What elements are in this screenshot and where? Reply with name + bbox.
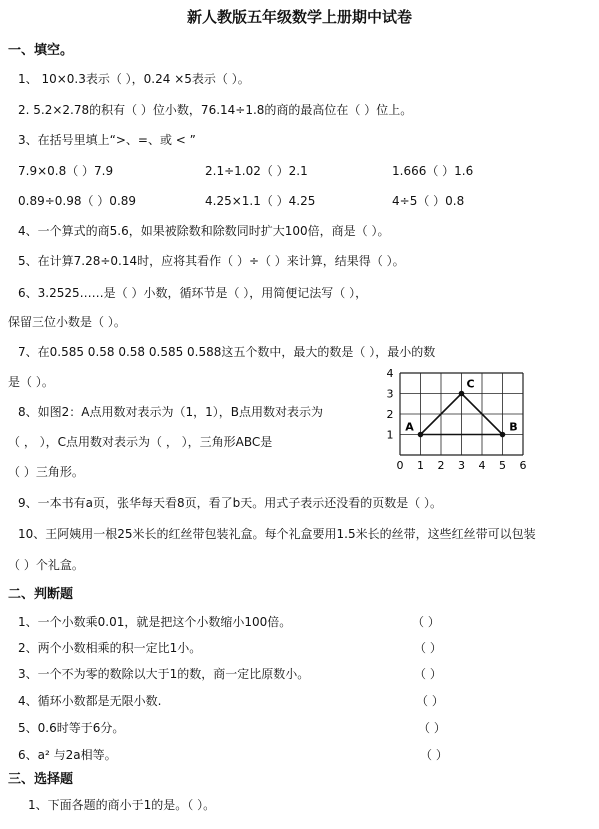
judge-q3-answer-box: （ ） (414, 667, 442, 681)
fill-q3-r2-c3: 4÷5（ ）0.8 (392, 194, 465, 208)
x-tick-label: 6 (519, 459, 527, 472)
point-label-b: B (509, 420, 518, 434)
y-tick-label: 4 (386, 368, 394, 380)
section-judge-heading: 二、判断题 (8, 587, 74, 602)
judge-q5: 5、0.6时等于6分。 (18, 721, 125, 735)
fill-q5: 5、在计算7.28÷0.14时，应将其看作（ ）÷（ ）来计算，结果得（ ）。 (18, 254, 405, 268)
x-tick-label: 1 (417, 459, 424, 472)
coordinate-grid-figure (380, 368, 530, 476)
judge-q1-answer-box: （ ） (412, 615, 440, 629)
fill-q3-r2-c1: 0.89÷0.98（ ）0.89 (18, 194, 137, 208)
section-fill-heading: 一、填空。 (8, 43, 74, 58)
judge-q4-answer-box: （ ） (416, 694, 444, 708)
judge-q2: 2、两个小数相乘的积一定比1小。 (18, 641, 202, 655)
y-tick-label: 3 (386, 387, 394, 401)
judge-q6: 6、a² 与2a相等。 (18, 748, 117, 762)
y-tick-label: 2 (386, 408, 394, 421)
point-label-c: C (466, 377, 475, 391)
point-c (459, 391, 465, 397)
fill-q8c: （ ）三角形。 (8, 465, 84, 479)
fill-q7b: 是（ ）。 (8, 375, 54, 389)
x-tick-label: 0 (396, 459, 404, 472)
fill-q2: 2. 5.2×2.78的积有（ ）位小数，76.14÷1.8的商的最高位在（ ）位上。 (18, 103, 413, 117)
fill-q3-r1-c3: 1.666（ ）1.6̇ (392, 164, 474, 178)
point-a (418, 432, 424, 438)
fill-q9: 9、一本书有a页，张华每天看8页，看了b天。用式子表示还没看的页数是（ ）。 (18, 496, 443, 510)
fill-q4: 4、一个算式的商5.6，如果被除数和除数同时扩大100倍，商是（ ）。 (18, 224, 390, 238)
x-tick-label: 5 (499, 459, 506, 472)
x-tick-label: 3 (458, 459, 465, 472)
page-title: 新人教版五年级数学上册期中试卷 (186, 8, 412, 26)
x-tick-label: 2 (437, 459, 445, 472)
fill-q6a: 6、3.2525……是（ ）小数，循环节是（ ），用简便记法写（ ）， (18, 286, 368, 300)
fill-q3-r1-c1: 7.9×0.8（ ）7.9 (18, 164, 114, 178)
section-choice-heading: 三、选择题 (8, 772, 74, 787)
choice-q1: 1、下面各题的商小于1的是。（ ）。 (28, 798, 216, 812)
judge-q1: 1、一个小数乘0.01，就是把这个小数缩小100倍。 (18, 615, 292, 629)
fill-q3-r2-c2: 4.25×1.1（ ）4.25 (205, 194, 316, 208)
fill-q10b: （ ）个礼盒。 (8, 558, 84, 572)
fill-q3-r1-c2: 2.1÷1.02（ ）2.1 (205, 164, 308, 178)
judge-q5-answer-box: （ ） (418, 721, 446, 735)
point-b (500, 432, 506, 438)
judge-q2-answer-box: （ ） (414, 641, 442, 655)
fill-q7a: 7、在0.585 0.58 0.58̇ 0.585̇ 0.588这五个数中，最大的数是（ ），最小的数 (18, 345, 436, 359)
fill-q8a: 8、如图2：A点用数对表示为（1，1），B点用数对表示为 (18, 405, 323, 419)
fill-q6b: 保留三位小数是（ ）。 (8, 315, 126, 329)
judge-q3: 3、一个不为零的数除以大于1的数，商一定比原数小。 (18, 667, 310, 681)
fill-q8b: （ ， ），C点用数对表示为（ ， ），三角形ABC是 (8, 435, 273, 449)
point-label-a: A (405, 420, 414, 434)
y-tick-label: 1 (386, 428, 394, 442)
x-tick-label: 4 (478, 459, 486, 472)
judge-q6-answer-box: （ ） (420, 748, 448, 762)
fill-q1: 1、 10×0.3表示（ ），0.24 ×5表示（ ）。 (18, 72, 250, 86)
judge-q4: 4、循环小数都是无限小数. (18, 694, 162, 708)
fill-q3: 3、在括号里填上“>、=、或 < ” (18, 133, 196, 147)
fill-q10a: 10、王阿姨用一根25米长的红丝带包装礼盒。每个礼盒要用1.5米长的丝带，这些红丝带可以包装 (18, 527, 536, 541)
